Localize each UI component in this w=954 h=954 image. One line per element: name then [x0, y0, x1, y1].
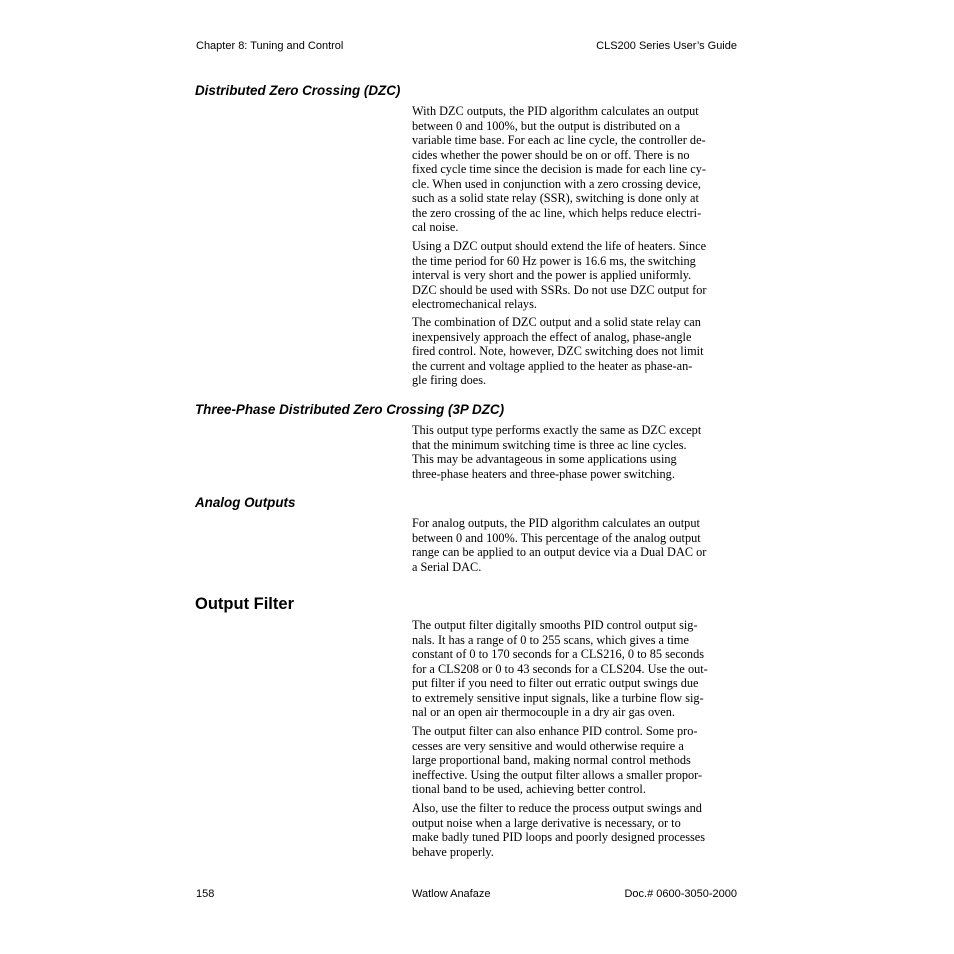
text-line: This may be advantageous in some applications using	[412, 452, 677, 466]
paragraph-output-filter-1	[412, 618, 742, 720]
text-line: With DZC outputs, the PID algorithm calculates an output	[412, 104, 699, 118]
text-line: nal or an open air thermocouple in a dry air gas oven.	[412, 705, 675, 719]
text-line: DZC should be used with SSRs. Do not use DZC output for	[412, 282, 707, 297]
running-header-guide-title: CLS200 Series User’s Guide	[596, 40, 737, 52]
text-line: output noise when a large derivative is necessary, or to	[412, 815, 681, 830]
text-line: The output filter digitally smooths PID control output sig-	[412, 618, 698, 632]
text-line: the time period for 60 Hz power is 16.6 ms, the switching	[412, 253, 696, 268]
text-line: between 0 and 100%. This percentage of the analog output	[412, 530, 701, 545]
text-line: a Serial DAC.	[412, 559, 482, 574]
text-line: that the minimum switching time is three ac line cycles.	[412, 437, 687, 452]
text-line: tional band to be used, achieving better control.	[412, 782, 646, 796]
heading-output-filter: Output Filter	[195, 595, 294, 613]
text-line: This output type performs exactly the same as DZC except	[412, 423, 702, 437]
page-number: 158	[196, 888, 215, 900]
paragraph-output-filter-2	[412, 724, 742, 797]
paragraph-dzc-1	[412, 104, 742, 235]
text-line: range can be applied to an output device via a Dual DAC or	[412, 545, 707, 559]
text-line: to extremely sensitive input signals, like a turbine flow sig-	[412, 690, 704, 705]
text-line: large proportional band, making normal control methods	[412, 753, 691, 767]
text-line: fixed cycle time since the decision is made for each line cy-	[412, 162, 706, 176]
paragraph-output-filter-3	[412, 801, 742, 859]
text-line: interval is very short and the power is applied uniformly.	[412, 268, 692, 282]
text-line: between 0 and 100%, but the output is distributed on a	[412, 118, 681, 133]
paragraph-analog-outputs	[412, 516, 742, 574]
heading-dzc: Distributed Zero Crossing (DZC)	[195, 83, 401, 98]
heading-analog-outputs: Analog Outputs	[195, 495, 296, 510]
heading-three-phase-dzc: Three-Phase Distributed Zero Crossing (3P DZC)	[195, 402, 505, 417]
paragraph-dzc-2	[412, 239, 742, 312]
text-line: electromechanical relays.	[412, 297, 537, 311]
text-line: For analog outputs, the PID algorithm calculates an output	[412, 516, 700, 530]
text-line: Using a DZC output should extend the life of heaters. Since	[412, 239, 707, 253]
text-line: ineffective. Using the output filter allows a smaller propor-	[412, 767, 703, 782]
text-line: inexpensively approach the effect of analog, phase-angle	[412, 329, 692, 344]
text-line: cle. When used in conjunction with a zero crossing device,	[412, 176, 702, 191]
paragraph-dzc-3	[412, 315, 742, 388]
footer-doc-number: Doc.# 0600-3050-2000	[624, 888, 737, 900]
text-line: make badly tuned PID loops and poorly designed processes	[412, 830, 706, 844]
text-line: the zero crossing of the ac line, which helps reduce electri-	[412, 205, 702, 220]
text-line: put filter if you need to filter out erratic output swings due	[412, 676, 699, 690]
text-line: variable time base. For each ac line cycle, the controller de-	[412, 133, 706, 147]
text-line: The combination of DZC output and a solid state relay can	[412, 315, 701, 329]
text-line: three-phase heaters and three-phase power switching.	[412, 466, 675, 481]
paragraph-three-phase-dzc	[412, 423, 742, 481]
text-line: fired control. Note, however, DZC switching does not limit	[412, 344, 704, 358]
text-line: The output filter can also enhance PID control. Some pro-	[412, 724, 698, 738]
text-line: constant of 0 to 170 seconds for a CLS216, 0 to 85 seconds	[412, 647, 705, 661]
text-line: for a CLS208 or 0 to 43 seconds for a CLS204. Use the out-	[412, 661, 708, 676]
text-line: cal noise.	[412, 220, 459, 234]
running-header-chapter: Chapter 8: Tuning and Control	[196, 40, 344, 52]
text-line: cides whether the power should be on or off. There is no	[412, 147, 690, 162]
text-line: Also, use the filter to reduce the process output swings and	[412, 801, 702, 815]
text-line: the current and voltage applied to the heater as phase-an-	[412, 358, 693, 373]
text-line: nals. It has a range of 0 to 255 scans, which gives a time	[412, 632, 689, 647]
text-line: cesses are very sensitive and would otherwise require a	[412, 738, 684, 753]
text-line: behave properly.	[412, 844, 494, 859]
text-line: gle firing does.	[412, 373, 487, 387]
footer-company: Watlow Anafaze	[412, 888, 491, 900]
text-line: such as a solid state relay (SSR), switching is done only at	[412, 191, 699, 205]
